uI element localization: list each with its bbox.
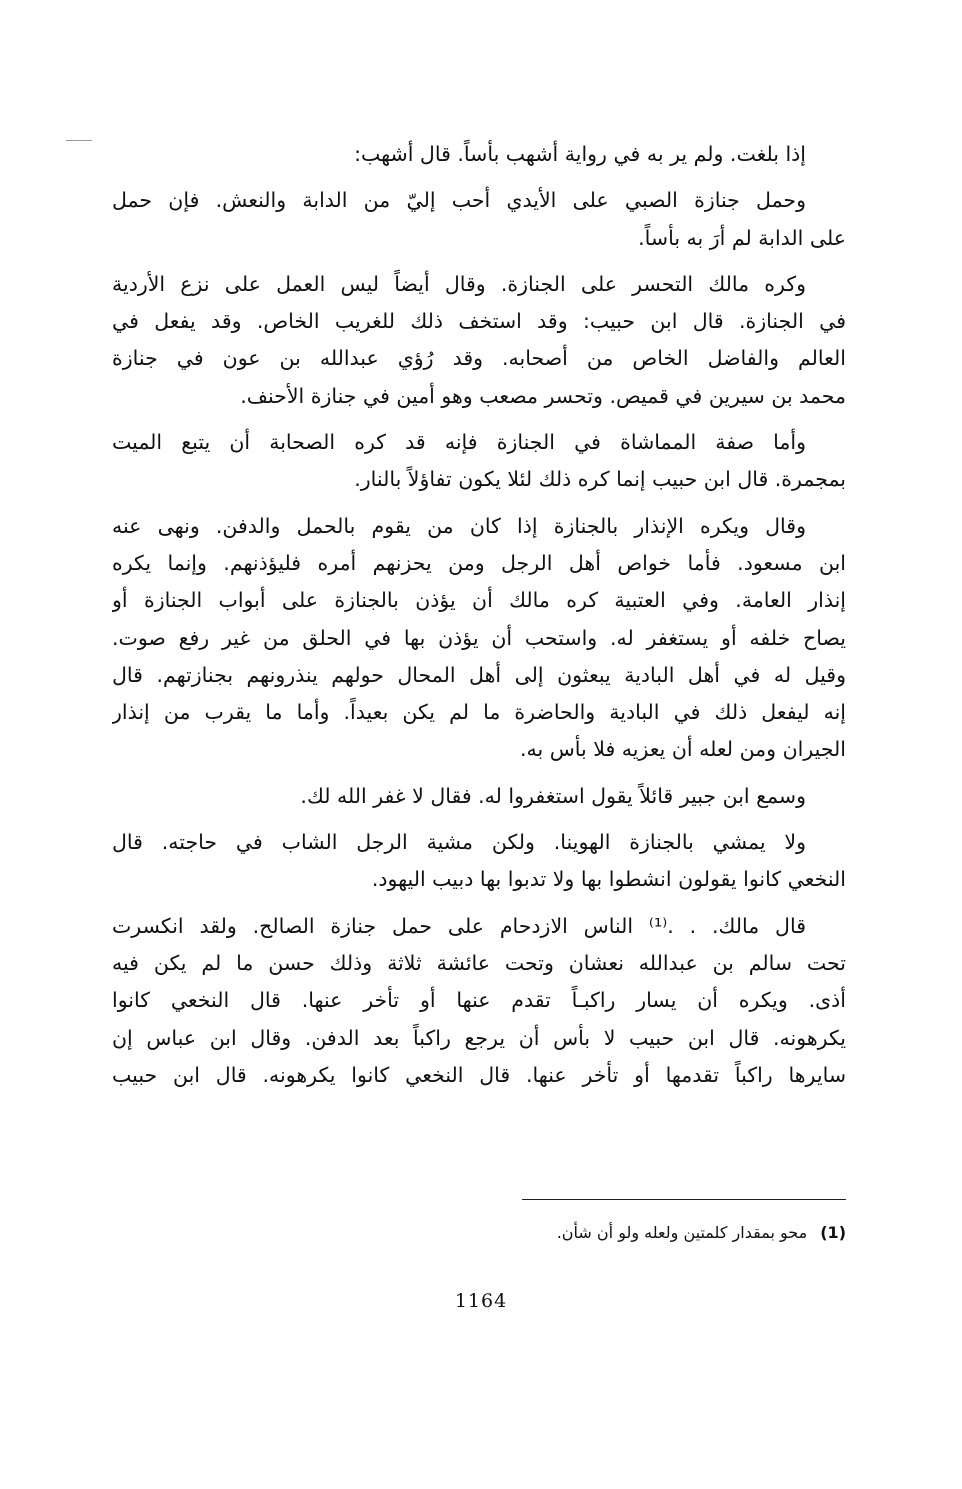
footnote (380, 1220, 846, 1246)
text-line: قال مالك. . .⁽¹⁾ الناس الازدحام على حمل جنازة الصالح. ولقد انكسرت (112, 913, 806, 938)
paragraph (112, 508, 846, 769)
paragraph (112, 824, 846, 899)
page-number: 1164 (454, 1290, 508, 1312)
text-line: وكره مالك التحسر على الجنازة. وقال أيضاً ليس العمل على نزع الأردية (112, 271, 806, 296)
text-line: في الجنازة. قال ابن حبيب: وقد استخف ذلك للغريب الخاص. وقد يفعل في (112, 309, 846, 334)
text-line: العالم والفاضل الخاص من أصحابه. وقد رُؤي عبدالله بن عون في جنازة (112, 346, 846, 371)
text-line: وقال ويكره الإنذار بالجنازة إذا كان من يقوم بالحمل والدفن. ونهى عنه (112, 513, 806, 538)
text-line: ولا يمشي بالجنازة الهوينا. ولكن مشية الرجل الشاب في حاجته. قال (112, 830, 806, 855)
text-line: يصاح خلفه أو يستغفر له. واستحب أن يؤذن بها في الحلق من غير رفع صوت. (112, 625, 846, 650)
text-line: وقيل له في أهل البادية يبعثون إلى أهل المحال حولهم ينذرونهم بجنازتهم. قال (112, 662, 846, 687)
text-line: وأما صفة المماشاة في الجنازة فإنه قد كره الصحابة أن يتبع الميت (112, 430, 806, 455)
text-line: وحمل جنازة الصبي على الأيدي أحب إليّ من الدابة والنعش. فإن حمل (112, 188, 806, 213)
paragraph (112, 908, 846, 1094)
footnote-number: (1) (820, 1223, 846, 1242)
margin-mark (66, 140, 92, 141)
text-line: محمد بن سيرين في قميص. وتحسر مصعب وهو أمين في جنازة الأحنف. (240, 383, 846, 408)
paragraph (112, 424, 846, 499)
text-line: بمجمرة. قال ابن حبيب إنما كره ذلك لئلا يكون تفاؤلاً بالنار. (354, 467, 846, 492)
paragraph (112, 266, 846, 415)
footnote-text: محو بمقدار كلمتين ولعله ولو أن شأن. (556, 1223, 808, 1242)
text-line: على الدابة لم أرَ به بأساً. (638, 225, 846, 250)
text-line: ابن مسعود. فأما خواص أهل الرجل ومن يحزنهم أمره فليؤذنهم. وإنما يكره (112, 550, 846, 575)
text-line: إذا بلغت. ولم ير به في رواية أشهب بأساً. قال أشهب: (354, 142, 806, 166)
main-text (112, 136, 846, 1094)
text-line: سايرها راكباً تقدمها أو تأخر عنها. قال النخعي كانوا يكرهونه. قال ابن حبيب (112, 1062, 846, 1087)
paragraph (112, 182, 846, 257)
text-line: تحت سالم بن عبدالله نعشان وتحت عائشة ثلاثة وذلك حسن ما لم يكن فيه (112, 950, 846, 975)
footnote-divider (522, 1199, 846, 1200)
text-line: وسمع ابن جبير قائلاً يقول استغفروا له. فقال لا غفر الله لك. (300, 783, 806, 808)
text-line: أذى. ويكره أن يسار راكبـاً تقدم عنها أو تأخر عنها. قال النخعي كانوا (112, 988, 846, 1013)
text-line: إنذار العامة. وفي العتبية كره مالك أن يؤذن بالجنازة على أبواب الجنازة أو (112, 588, 846, 613)
paragraph (112, 136, 846, 173)
text-line: يكرهونه. قال ابن حبيب لا بأس أن يرجع راكباً بعد الدفن. وقال ابن عباس إن (112, 1025, 846, 1050)
text-line: النخعي كانوا يقولون انشطوا بها ولا تدبوا بها دبيب اليهود. (371, 867, 846, 892)
paragraph (112, 778, 846, 815)
text-line: الجيران ومن لعله أن يعزيه فلا بأس به. (519, 737, 846, 762)
text-line: إنه ليفعل ذلك في البادية والحاضرة ما لم يكن بعيداً. وأما ما يقرب من إنذار (112, 700, 846, 725)
